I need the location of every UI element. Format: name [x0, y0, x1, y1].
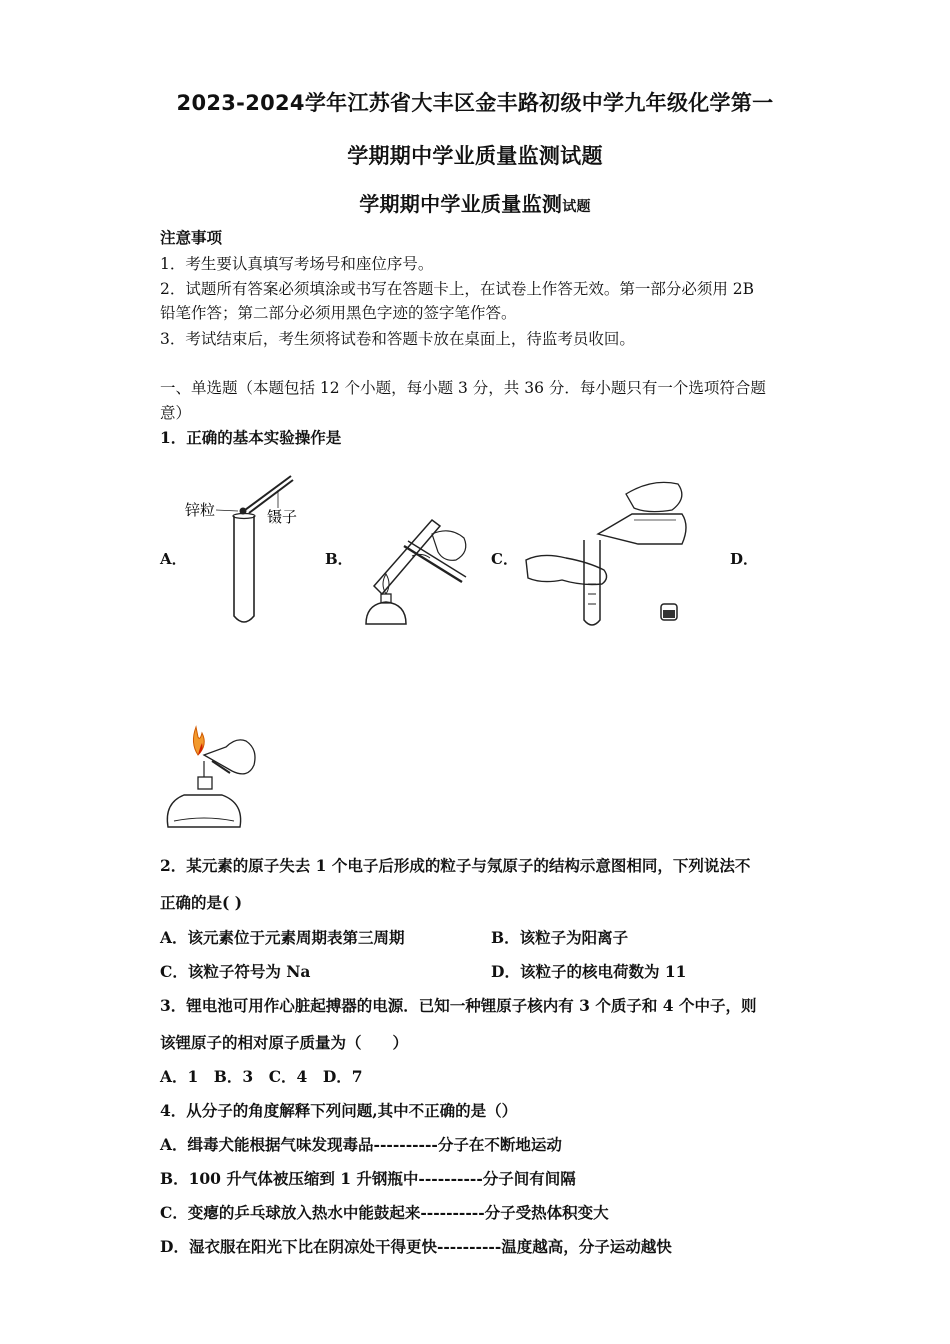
q1-figure-a	[183, 466, 313, 630]
notice-item-2a: 2．试题所有答案必须填涂或书写在答题卡上，在试卷上作答无效。第一部分必须用 2B	[160, 280, 755, 298]
q2-stem-a: 2．某元素的原子失去 1 个电子后形成的粒子与氖原子的结构示意图相同，下列说法不	[160, 856, 751, 875]
q4-option-d: D．湿衣服在阳光下比在阴凉处干得更快----------温度越高，分子运动越快	[160, 1237, 672, 1256]
q4-option-b: B．100 升气体被压缩到 1 升钢瓶中----------分子间有间隔	[160, 1169, 576, 1188]
notice-item-2b: 铅笔作答；第二部分必须用黑色字迹的签字笔作答。	[160, 304, 517, 322]
q2-option-a: A．该元素位于元素周期表第三周期	[160, 928, 405, 947]
exam-title-line1: 2023-2024学年江苏省大丰区金丰路初级中学九年级化学第一	[176, 91, 774, 115]
q3-stem-a: 3．锂电池可用作心脏起搏器的电源．已知一种锂原子核内有 3 个质子和 4 个中子，则	[160, 996, 757, 1015]
exam-title-line3-main: 学期期中学业质量监测	[359, 192, 563, 216]
q4-option-c: C．变瘪的乒乓球放入热水中能鼓起来----------分子受热体积变大	[160, 1203, 609, 1222]
q1-option-a-letter: A．	[160, 550, 187, 568]
q2-option-d: D．该粒子的核电荷数为 11	[491, 962, 687, 981]
q1-figure-c	[522, 474, 692, 630]
zinc-label: 锌粒	[185, 501, 216, 519]
test-tube-tweezers-figure	[183, 466, 313, 630]
heating-test-tube-figure	[352, 508, 480, 632]
q4-stem: 4．从分子的角度解释下列问题,其中不正确的是（）	[160, 1101, 518, 1120]
tweezers-label: 镊子	[267, 508, 298, 526]
q1-option-c-letter: C．	[491, 550, 518, 568]
exam-title-line2: 学期期中学业质量监测试题	[347, 144, 603, 168]
q2-option-c: C．该粒子符号为 Na	[160, 962, 311, 981]
q1-figure-b	[352, 508, 480, 632]
q3-stem-b: 该锂原子的相对原子质量为（ ）	[160, 1033, 409, 1052]
section-heading-b: 意）	[160, 404, 192, 422]
q1-option-d-letter: D．	[730, 550, 759, 568]
pouring-liquid-figure	[522, 474, 692, 630]
notice-heading: 注意事项	[160, 228, 223, 247]
q3-options: A．1 B．3 C．4 D．7	[160, 1067, 363, 1086]
notice-item-3: 3．考试结束后，考生须将试卷和答题卡放在桌面上，待监考员收回。	[160, 330, 635, 348]
section-heading-a: 一、单选题（本题包括 12 个小题，每小题 3 分，共 36 分．每小题只有一个选项符合题	[160, 379, 766, 397]
q2-option-b: B．该粒子为阳离子	[491, 928, 629, 947]
exam-title-line3	[0, 188, 950, 217]
q1-option-b-letter: B．	[325, 550, 353, 568]
q1-stem: 1．正确的基本实验操作是	[160, 428, 342, 447]
q1-figure-d	[160, 725, 264, 837]
exam-title-line3-small: 试题	[562, 199, 591, 215]
q2-stem-b: 正确的是( )	[160, 893, 243, 912]
alcohol-lamp-lighting-figure	[160, 725, 264, 837]
q4-option-a: A．缉毒犬能根据气味发现毒品----------分子在不断地运动	[160, 1135, 562, 1154]
notice-item-1: 1．考生要认真填写考场号和座位序号。	[160, 255, 434, 273]
